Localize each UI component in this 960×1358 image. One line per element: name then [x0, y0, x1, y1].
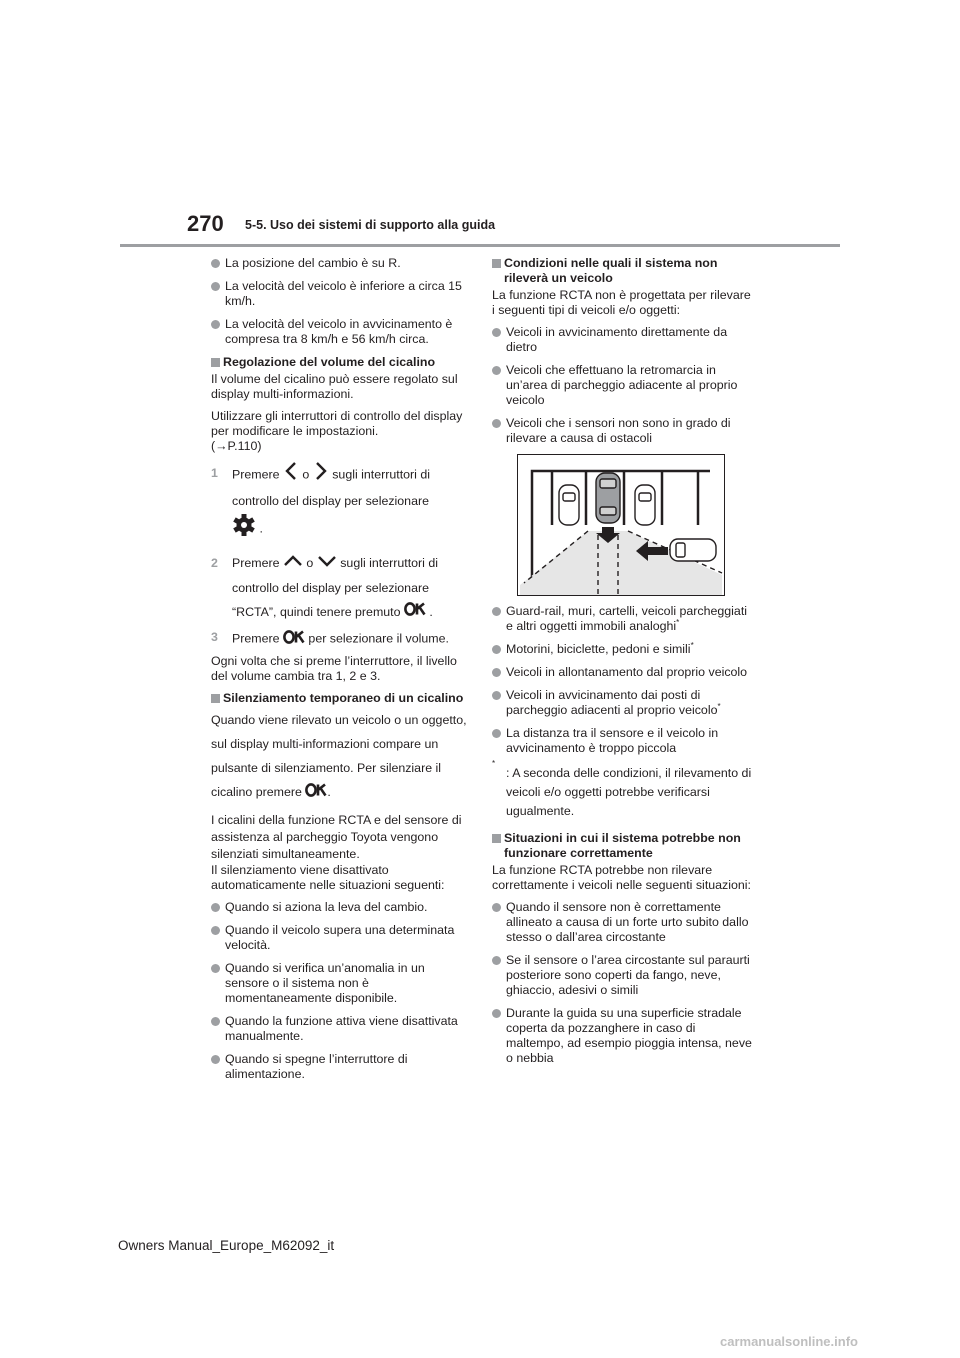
list-item: La posizione del cambio è su R. [211, 256, 471, 271]
list-item: Durante la guida su una superficie stradale coperta da pozzanghere in caso di maltempo, ad esempio pioggia intensa, neve o nebbia [492, 1006, 752, 1066]
rcta-parking-diagram [517, 454, 725, 596]
paragraph: La funzione RCTA potrebbe non rilevare correttamente i veicoli nelle seguenti situazioni: [492, 863, 751, 892]
paragraph: Il silenziamento viene disattivato automaticamente nelle situazioni seguenti: [211, 863, 445, 893]
bullet-dot [211, 259, 220, 268]
list-item: Veicoli che i sensori non sono in grado di rilevare a causa di ostacoli [492, 416, 752, 446]
bullet-dot [211, 282, 220, 291]
list-item: Quando il sensore non è correttamente allineato a causa di un forte urto subito dallo stesso o dall’area circostante [492, 900, 752, 945]
footnote: * : A seconda delle condizioni, il rilevamento di veicoli e/o oggetti potrebbe verificarsi ugualmente. [492, 759, 752, 818]
bullet-dot [492, 729, 501, 738]
list-item: Veicoli in allontanamento dal proprio veicolo [492, 665, 752, 680]
paragraph: Ogni volta che si preme l’interruttore, il livello del volume cambia tra 1, 2 e 3. [211, 654, 457, 684]
heading-marker [211, 694, 220, 703]
bullet-dot [492, 645, 501, 654]
list-item: Veicoli che effettuano la retromarcia in un’area di parcheggio adiacente al proprio veicolo [492, 363, 752, 408]
bullet-dot [211, 320, 220, 329]
ok-icon [283, 630, 305, 648]
list-item: La velocità del veicolo è inferiore a circa 15 km/h. [211, 279, 471, 309]
page-number: 270 [187, 211, 224, 236]
list-item: Se il sensore o l’area circostante sul paraurti posteriore sono coperti da fango, neve, ghiaccio, adesivi o simili [492, 953, 752, 998]
bullet-dot [492, 366, 501, 375]
chevron-right-icon [313, 461, 329, 489]
volume-heading: Regolazione del volume del cicalino [211, 355, 471, 370]
list-item: Veicoli in avvicinamento dai posti di parcheggio adiacenti al proprio veicolo* [492, 688, 752, 718]
step-3: 3 Premere per selezionare il volume. [211, 630, 471, 648]
bullet-dot [492, 903, 501, 912]
paragraph: Il volume del cicalino può essere regolato sul display multi-informazioni. [211, 372, 458, 401]
section-title: 5-5. Uso dei sistemi di supporto alla guida [245, 218, 496, 232]
situations-heading: Situazioni in cui il sistema potrebbe non funzionare correttamente [492, 831, 752, 861]
bullet-dot [492, 956, 501, 965]
bullet-dot [211, 964, 220, 973]
paragraph: Quando viene rilevato un veicolo o un oggetto, sul display multi-informazioni compare un pulsante di silenziamento. Per silenziare il cicalino premere . [211, 708, 471, 805]
bullet-dot [492, 691, 501, 700]
chevron-up-icon [283, 552, 303, 576]
bullet-dot [211, 926, 220, 935]
bullet-dot [492, 668, 501, 677]
list-item: Veicoli in avvicinamento direttamente da dietro [492, 325, 752, 355]
bullet-dot [492, 607, 501, 616]
gear-icon [232, 513, 256, 545]
list-item: Quando si spegne l’interruttore di alimentazione. [211, 1052, 471, 1082]
right-column [492, 256, 752, 1074]
list-item: Quando si aziona la leva del cambio. [211, 900, 471, 915]
list-item: Quando il veicolo supera una determinata velocità. [211, 923, 471, 953]
list-item: Quando si verifica un’anomalia in un sensore o il sistema non è momentaneamente disponibile. [211, 961, 471, 1006]
heading-marker [492, 259, 501, 268]
bullet-dot [211, 903, 220, 912]
heading-marker [492, 834, 501, 843]
ok-icon [305, 781, 327, 805]
bullet-dot [492, 1009, 501, 1018]
list-item: La distanza tra il sensore e il veicolo in avvicinamento è troppo piccola [492, 726, 752, 756]
paragraph: I cicalini della funzione RCTA e del sensore di assistenza al parcheggio Toyota vengono silenziati simultaneamente. [211, 813, 462, 862]
bullet-dot [211, 1055, 220, 1064]
left-column [211, 256, 471, 1090]
paragraph: La funzione RCTA non è progettata per rilevare i seguenti tipi di veicoli e/o oggetti: [492, 288, 751, 317]
nodetect-heading: Condizioni nelle quali il sistema non rileverà un veicolo [492, 256, 752, 286]
step-1: 1 Premere o sugli interruttori di controllo del display per selezionare . [211, 461, 471, 545]
list-item: Quando la funzione attiva viene disattivata manualmente. [211, 1014, 471, 1044]
bullet-dot [211, 1017, 220, 1026]
page-reference: (→P.110) [211, 439, 262, 453]
header-rule [120, 244, 840, 247]
paragraph: Utilizzare gli interruttori di controllo del display per modificare le impostazioni. [211, 409, 463, 438]
mute-heading: Silenziamento temporaneo di un cicalino [211, 691, 471, 706]
step-2: 2 Premere o sugli interruttori di controllo del display per selezionare “RCTA”, quindi tenere premuto . [211, 551, 471, 624]
heading-marker [211, 358, 220, 367]
document-footer: Owners Manual_Europe_M62092_it [118, 1238, 335, 1253]
chevron-left-icon [283, 461, 299, 489]
chevron-down-icon [317, 552, 337, 576]
bullet-dot [492, 328, 501, 337]
list-item: Motorini, biciclette, pedoni e simili* [492, 642, 752, 657]
list-item: La velocità del veicolo in avvicinamento è compresa tra 8 km/h e 56 km/h circa. [211, 317, 471, 347]
ok-icon [404, 600, 426, 624]
list-item: Guard-rail, muri, cartelli, veicoli parcheggiati e altri oggetti immobili analoghi* [492, 604, 752, 634]
watermark: carmanualsonline.info [720, 1334, 858, 1349]
bullet-dot [492, 419, 501, 428]
